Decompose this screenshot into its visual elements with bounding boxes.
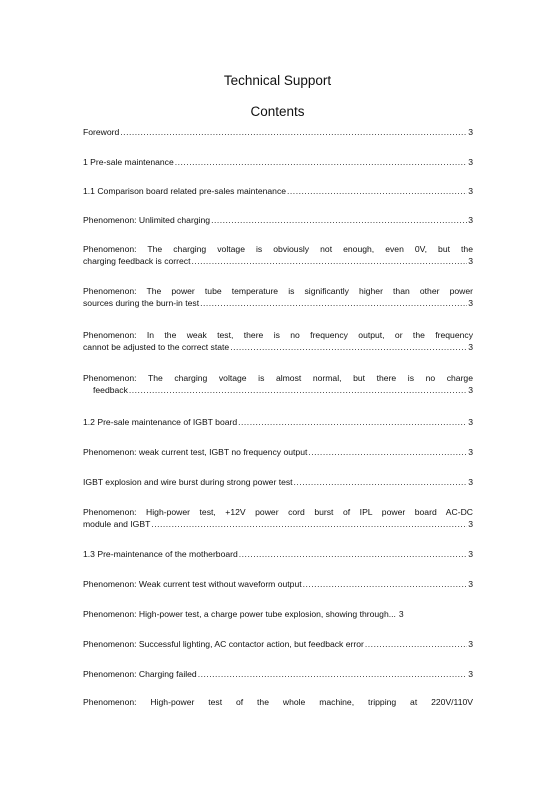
- toc-entry-charge-power-tube-explosion[interactable]: [83, 608, 473, 620]
- toc-entry-text: Phenomenon: Weak current test without waveform output: [83, 579, 302, 589]
- page-number: 3: [468, 215, 473, 225]
- toc-entry-weak-current-no-waveform[interactable]: [83, 578, 473, 590]
- toc-entry-text-line1: Phenomenon: The power tube temperature is significantly higher than other power: [83, 286, 473, 296]
- toc-entry-text-line2: sources during the burn-in test: [83, 298, 200, 308]
- toc-entry-text: 1.3 Pre-maintenance of the motherboard: [83, 549, 238, 559]
- page-number: 3: [468, 385, 473, 395]
- toc-entry-text-line1: Phenomenon: High-power test, +12V power cord burst of IPL power board AC-DC: [83, 507, 473, 517]
- toc-entry-text: 1 Pre-sale maintenance: [83, 157, 174, 167]
- page-number: 3: [468, 549, 473, 559]
- toc-entry-charging-voltage-not-enough[interactable]: [83, 243, 473, 267]
- page-number: 3: [398, 609, 404, 619]
- dot-leader: [238, 416, 467, 428]
- page-number: 3: [468, 256, 473, 266]
- page-number: 3: [468, 519, 473, 529]
- toc-entry-text: IGBT explosion and wire burst during strong power test: [83, 477, 293, 487]
- dot-leader: [294, 476, 468, 488]
- toc-entry-igbt-board[interactable]: [83, 416, 473, 428]
- toc-entry-text: Phenomenon: High-power test, a charge power tube explosion, showing through...: [83, 609, 396, 619]
- dot-leader: [230, 341, 467, 353]
- toc-entry-pre-sale-maintenance[interactable]: [83, 156, 473, 168]
- toc-entry-unlimited-charging[interactable]: [83, 214, 473, 226]
- dot-leader: [211, 214, 467, 226]
- toc-entry-text: Phenomenon: Successful lighting, AC contactor action, but feedback error: [83, 639, 364, 649]
- toc-entry-text: Phenomenon: weak current test, IGBT no frequency output: [83, 447, 308, 457]
- toc-entry-text-line2: charging feedback is correct: [83, 256, 191, 266]
- dot-leader: [175, 156, 467, 168]
- toc-entry-foreword[interactable]: [83, 126, 473, 138]
- page-number: 3: [468, 186, 473, 196]
- document-title: Technical Support: [223, 73, 332, 88]
- page-number: 3: [468, 157, 473, 167]
- page-number: 3: [468, 342, 473, 352]
- dot-leader: [287, 185, 467, 197]
- dot-leader: [308, 446, 467, 458]
- page-number: 3: [468, 417, 473, 427]
- toc-entry-feedback-error[interactable]: [83, 638, 473, 650]
- dot-leader: [129, 384, 467, 396]
- toc-entry-motherboard[interactable]: [83, 548, 473, 560]
- dot-leader: [239, 548, 467, 560]
- page-number: 3: [468, 477, 473, 487]
- toc-entry-text: 1.1 Comparison board related pre-sales maintenance: [83, 186, 287, 196]
- dot-leader: [198, 668, 468, 680]
- toc-entry-no-charge-feedback[interactable]: [83, 372, 473, 396]
- toc-entry-text-line1: Phenomenon: In the weak test, there is no frequency output, or the frequency: [83, 330, 473, 340]
- dot-leader: [191, 255, 467, 267]
- page-number: 3: [468, 447, 473, 457]
- toc-entry-igbt-no-frequency[interactable]: [83, 446, 473, 458]
- toc-entry-text: Phenomenon: Charging failed: [83, 669, 197, 679]
- toc-entry-text: 1.2 Pre-sale maintenance of IGBT board: [83, 417, 238, 427]
- page-number: 3: [468, 127, 473, 137]
- toc-entry-text-line2: cannot be adjusted to the correct state: [83, 342, 230, 352]
- toc-entry-power-tube-temperature[interactable]: [83, 285, 473, 309]
- toc-entry-text-line1: Phenomenon: The charging voltage is almost normal, but there is no charge: [83, 373, 473, 383]
- dot-leader: [303, 578, 468, 590]
- toc-entry-text: Phenomenon: Unlimited charging: [83, 215, 211, 225]
- toc-entry-whole-machine-tripping[interactable]: [83, 696, 473, 708]
- page-number: 3: [468, 639, 473, 649]
- dot-leader: [151, 518, 467, 530]
- contents-heading: Contents: [250, 104, 305, 119]
- dot-leader: [365, 638, 467, 650]
- toc-entry-text-line1: Phenomenon: The charging voltage is obviously not enough, even 0V, but the: [83, 244, 473, 254]
- page-number: 3: [468, 298, 473, 308]
- toc-entry-weak-test-no-frequency[interactable]: [83, 329, 473, 353]
- toc-entry-charging-failed[interactable]: [83, 668, 473, 680]
- toc-entry-text-line2: feedback: [93, 385, 128, 395]
- dot-leader: [120, 126, 467, 138]
- toc-entry-text: Foreword: [83, 127, 120, 137]
- toc-entry-12v-power-cord-burst[interactable]: [83, 506, 473, 530]
- toc-entry-text-line2: module and IGBT: [83, 519, 151, 529]
- page-number: 3: [468, 669, 473, 679]
- toc-entry-igbt-explosion[interactable]: [83, 476, 473, 488]
- toc-entry-comparison-board[interactable]: [83, 185, 473, 197]
- page-number: 3: [468, 579, 473, 589]
- toc-entry-text-line1: Phenomenon: High-power test of the whole machine, tripping at 220V/110V: [83, 697, 473, 707]
- dot-leader: [200, 297, 467, 309]
